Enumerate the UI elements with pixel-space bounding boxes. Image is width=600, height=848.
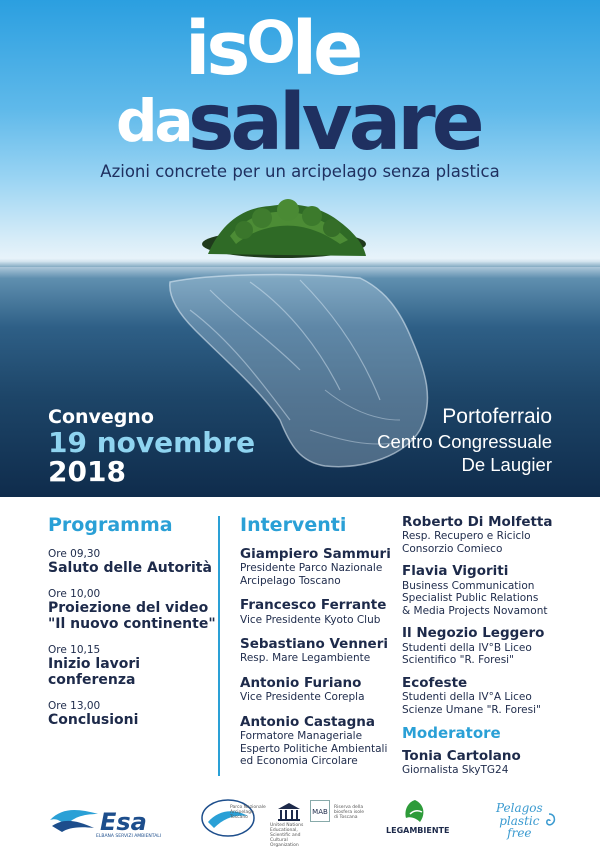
unesco-temple-icon — [276, 802, 302, 822]
programma-item — [48, 700, 218, 728]
programma-title: Inizio lavori conferenza — [48, 656, 141, 689]
island-illustration — [200, 196, 370, 268]
interventi-section — [240, 514, 400, 768]
event-date — [48, 428, 298, 487]
speaker-role: Business Communication — [402, 579, 535, 592]
legambiente-icon — [402, 798, 428, 826]
programma-title: Proiezione del video "Il nuovo continente" — [48, 600, 216, 633]
speaker-role: & Media Projects Novamont — [402, 604, 548, 617]
interventi-right-column — [402, 514, 592, 777]
interventi-heading: Interventi — [240, 514, 347, 536]
programma-title: Saluto delle Autorità — [48, 560, 212, 576]
speaker-role: Consorzio Comieco — [402, 542, 503, 555]
shell-icon — [540, 812, 558, 830]
venue-building: Centro Congressuale — [377, 431, 552, 453]
speaker-name: Sebastiano Venneri — [240, 636, 388, 653]
speaker-entry — [240, 597, 400, 626]
programma-item — [48, 588, 218, 632]
parco-logo-text: Parco Nazionale Arcipelago Toscano — [230, 805, 266, 820]
column-divider — [218, 516, 220, 776]
speaker-role: Arcipelago Toscano — [240, 574, 341, 587]
speaker-role: Scientifico "R. Foresi" — [402, 654, 514, 667]
speaker-name: Flavia Vigoriti — [402, 563, 509, 580]
pelagos-line2: plastic — [499, 813, 540, 828]
speaker-name: Il Negozio Leggero — [402, 625, 545, 642]
poster-title-line1: isOle — [185, 6, 360, 92]
speaker-name: Antonio Castagna — [240, 713, 375, 730]
event-date-year: 2018 — [48, 455, 126, 489]
programma-section — [48, 514, 218, 729]
pelagos-line1: Pelagos — [496, 801, 543, 815]
programma-item — [48, 548, 218, 576]
speaker-role: Resp. Mare Legambiente — [240, 652, 371, 665]
pelagos-line3: free — [507, 826, 532, 841]
speaker-role: ed Economia Circolare — [240, 755, 358, 768]
speaker-role: Studenti della IV°B Liceo — [402, 641, 532, 654]
speaker-name: Roberto Di Molfetta — [402, 514, 553, 530]
speaker-name: Giampiero Sammuri — [240, 546, 391, 562]
esa-wave-icon — [48, 806, 100, 834]
pelagos-logo — [496, 802, 543, 840]
unesco-text: United Nations Educational, Scientific and Cultural Organization — [270, 823, 304, 848]
event-label: Convegno — [48, 406, 154, 428]
speaker-name: Francesco Ferrante — [240, 597, 387, 614]
moderator-name: Tonia Cartolano — [402, 748, 521, 765]
speaker-role: Specialist Public Relations — [402, 592, 539, 605]
speaker-name: Ecofeste — [402, 674, 468, 691]
speaker-role: Scienze Umane "R. Foresi" — [402, 703, 541, 716]
event-date-day: 19 novembre — [48, 426, 256, 459]
programma-item — [48, 644, 218, 688]
speaker-role: Vice Presidente Corepla — [240, 691, 365, 704]
programma-time: Ore 10,00 — [48, 588, 101, 601]
programma-time: Ore 13,00 — [48, 700, 101, 713]
esa-logo-subtitle: ELBANA SERVIZI AMBIENTALI — [96, 834, 162, 839]
speaker-role: Vice Presidente Kyoto Club — [240, 613, 381, 626]
programma-time: Ore 09,30 — [48, 548, 101, 560]
programma-time: Ore 10,15 — [48, 644, 101, 657]
speaker-role: Studenti della IV°A Liceo — [402, 690, 532, 703]
speaker-name: Antonio Furiano — [240, 674, 362, 691]
poster-subtitle: Azioni concrete per un arcipelago senza plastica — [100, 162, 500, 181]
programma-title: Conclusioni — [48, 712, 139, 729]
speaker-entry — [402, 514, 592, 555]
programma-heading: Programma — [48, 514, 173, 536]
legambiente-text: LEGAMBIENTE — [386, 826, 450, 835]
speaker-entry — [402, 675, 592, 716]
speaker-entry — [240, 675, 400, 704]
moderator-heading: Moderatore — [402, 724, 501, 743]
speaker-entry — [240, 714, 400, 768]
mab-subtitle: Riserva della biosfera isole di Toscana — [334, 805, 364, 820]
esa-logo-text: Esa — [100, 808, 147, 836]
mab-logo: MAB — [310, 800, 330, 822]
venue-city: Portoferraio — [442, 405, 552, 428]
event-venue — [377, 404, 552, 477]
speaker-role: Resp. Recupero e Riciclo — [402, 530, 531, 543]
speaker-entry — [240, 546, 400, 587]
speaker-entry — [402, 625, 592, 666]
speaker-role: Formatore Manageriale — [240, 729, 363, 742]
speaker-role: Esperto Politiche Ambientali — [240, 742, 388, 755]
speaker-role: Presidente Parco Nazionale — [240, 562, 383, 575]
moderator-role: Giornalista SkyTG24 — [402, 764, 509, 777]
speaker-entry — [240, 636, 400, 665]
poster-title-salvare: salvare — [188, 78, 481, 168]
poster-title-da: da — [116, 87, 191, 155]
venue-building-name: De Laugier — [461, 454, 552, 476]
speaker-entry — [402, 563, 592, 617]
